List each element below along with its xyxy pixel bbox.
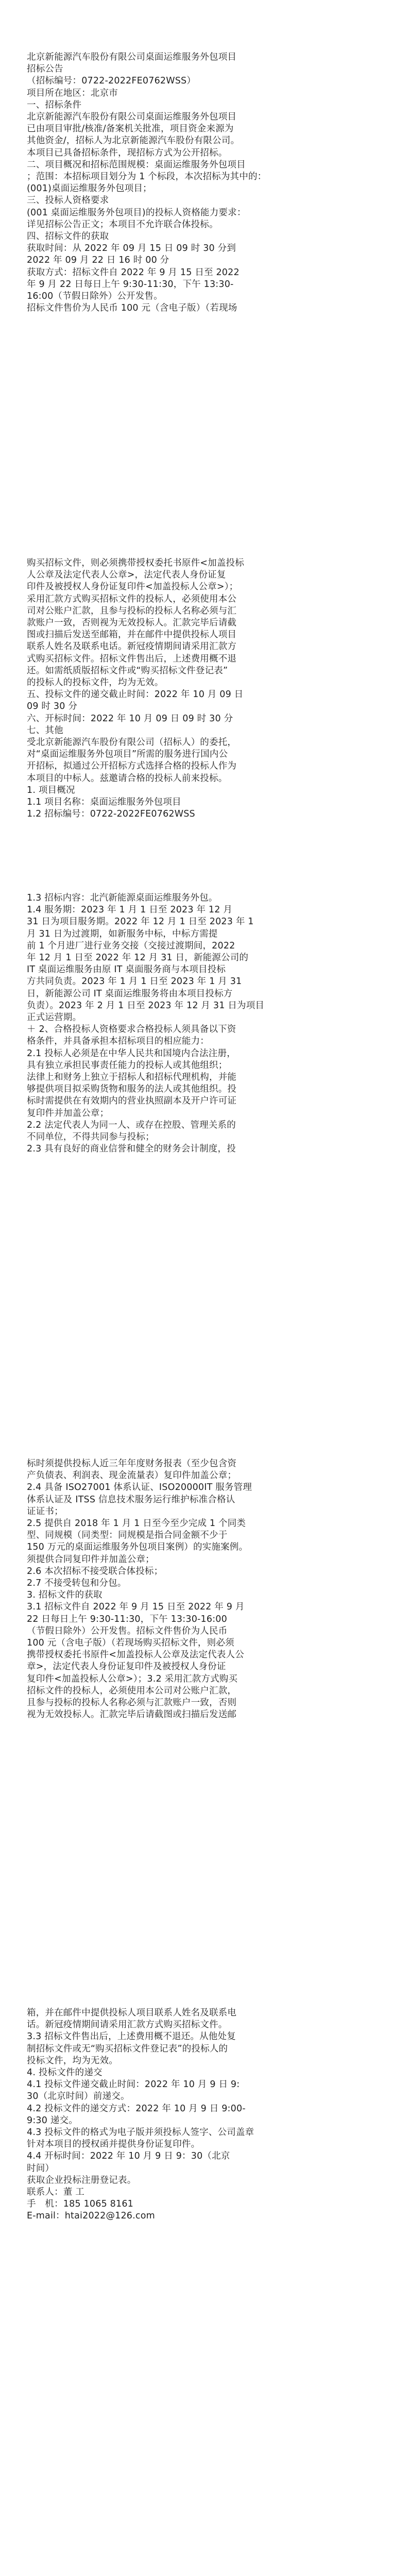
text-line: (001 桌面运维服务外包项目)的投标人资格能力要求： [27,207,246,218]
announcement-section-5 [27,2007,383,2223]
text-line: 标时需提供在有效期内的营业执照副本及开户许可证 [27,1096,237,1107]
text-line: 获取时间：从 2022 年 09 月 15 日 09 时 30 分到 [27,243,236,254]
announcement-section-3 [27,892,383,1155]
text-line: 31 日为项目服务期。2022 年 12 月 1 日至 2023 年 1 [27,917,254,927]
text-line: 北京新能源汽车股份有限公司桌面运维服务外包项目 [27,112,237,123]
text-line: 150 万元的桌面运维服务外包项目案例）的实施案例。 [27,1542,248,1553]
text-line: 话。新冠疫情期间请采用汇款方式购买招标文件。 [27,2020,228,2030]
text-line: 2.1 投标人必须是在中华人民共和国境内合法注册， [27,1048,236,1059]
text-line: 携带授权委托书原件<加盖投标人公章及法定代表人公 [27,1650,244,1660]
text-line: 30（北京时间）前递交。 [27,2091,130,2102]
text-line: 9:30 递交。 [27,2115,78,2126]
text-line: 箱，并在邮件中提供投标人项目联系人姓名及联系电 [27,2008,237,2018]
text-line: 还。如需纸质版招标文件或“购买招标文件登记表” [27,665,228,676]
text-line: 3. 招标文件的获取 [27,1590,103,1601]
text-line: 本项目的中标人。兹邀请合格的投标人前来投标。 [27,773,228,784]
text-line: 七、其他 [27,725,63,736]
text-line: E-mail：htai2022@126.com [27,2211,155,2222]
text-line: 时间） [27,2163,55,2174]
text-line: 产负债表、利润表、现金流量表）复印件加盖公章； [27,1470,237,1481]
text-line: 格条件，并具备承担本招标项目的相应能力： [27,1036,209,1047]
text-line: (001)桌面运维服务外包项目； [27,183,152,194]
text-line: 法律上和财务上独立于招标人和招标代理机构，并能 [27,1072,237,1083]
text-line: 制招标文件或无“购买招标文件登记表”的投标人的 [27,2043,228,2054]
text-line: 且参与投标的投标人名称必须与汇款账户一致，否则 [27,1698,237,1708]
text-line: 购买招标文件，则必须携带授权委托书原件<加盖投标 [27,558,244,568]
text-line: 对“桌面运维服务外包项目”所需的服务进行国内公 [27,749,228,760]
text-line: 100 元（含电子版）（若现场购买招标文件，则必须 [27,1638,234,1649]
text-line: 年 12 月 1 日至 2022 年 12 月 31 日，新能源公司的 [27,953,249,963]
text-line: 体系认证及 ITSS 信息技术服务运行维护标准合格认 [27,1494,235,1505]
text-line: 人公章及法定代表人公章>，法定代表人身份证复 [27,570,226,581]
text-line: 式购买招标文件。招标文件售出后，上述费用概不退 [27,653,237,664]
text-line: 联系人：董 工 [27,2187,84,2198]
text-line: 1.2 招标编号：0722-2022FE0762WSS [27,809,195,820]
text-line: 北京新能源汽车股份有限公司桌面运维服务外包项目 [27,52,237,62]
text-line: 投标文件，均为无效。 [27,2055,118,2066]
text-line: 方共同负责。2023 年 1 月 1 日至 2023 年 1 月 31 [27,976,242,987]
text-line: 三、投标人资格要求 [27,195,109,206]
text-line: 负责）。2023 年 2 月 1 日至 2023 年 12 月 31 日为项目 [27,1000,265,1011]
text-line: 年 9 月 22 日每日上午 9:30-11:30，下午 13:30- [27,279,234,290]
text-line: 采用汇款方式购买招标文件的投标人，必须使用本公 [27,594,237,604]
text-line: 本项目已具备招标条件，现招标方式为公开招标。 [27,147,228,158]
text-line: 3.3 招标文件售出后，上述费用概不退还。从他处复 [27,2031,236,2042]
text-line: 16:00（节假日除外）公开发售。 [27,291,163,302]
text-line: 不同单位，不得共同参与投标； [27,1132,155,1143]
text-line: 1.3 招标内容：北汽新能源桌面运维服务外包。 [27,893,218,903]
text-line: 正式运营期。 [27,1012,82,1023]
text-line: 图或扫描后发送至邮箱，并在邮件中提供投标人项目 [27,630,237,640]
text-line: 获取方式：招标文件自 2022 年 9 月 15 日至 2022 [27,267,240,278]
text-line: （招标编号：0722-2022FE0762WSS） [27,76,196,87]
text-line: 章>，法定代表人身份证复印件及被授权人身份证 [27,1662,226,1672]
text-line: 4.3 投标文件的格式为电子版并须投标人签字、公司盖章 [27,2127,254,2138]
text-line: 复印件<加盖投标人公章>）；3.2 采用汇款方式购买 [27,1673,238,1684]
text-line: 4.4 开标时间：2022 年 10 月 9 日 9：30（北京 [27,2151,230,2162]
text-line: 开招标，拟通过公开招标方式选择合格的投标人作为 [27,761,237,772]
text-line: 2.6 本次招标不接受联合体投标； [27,1566,163,1577]
text-line: 项目所在地区：北京市 [27,88,118,98]
announcement-section-1 [27,52,383,314]
text-line: 09 时 30 分 [27,701,78,712]
text-line: 4. 投标文件的递交 [27,2067,103,2078]
text-line: 详见招标公告正文；本项目不允许联合体投标。 [27,219,218,230]
text-line: IT 桌面运维服务由原 IT 桌面服务商与本项目投标 [27,964,226,975]
text-line: 4.1 投标文件递交截止时间：2022 年 10 月 9 日 9: [27,2079,240,2090]
text-line: 视为无效投标人。汇款完毕后请截图或扫描后发送邮 [27,1709,237,1720]
text-line: 其他资金/，招标人为北京新能源汽车股份有限公司。 [27,135,240,146]
text-line: 招标公告 [27,64,63,75]
text-line: 已由项目审批/核准/备案机关批准，项目资金来源为 [27,124,234,134]
text-line: 1. 项目概况 [27,785,75,795]
text-line: 月 31 日为过渡期，如新服务中标，中标方需提 [27,928,218,939]
text-line: 1.1 项目名称：桌面运维服务外包项目 [27,797,181,808]
text-line: 受北京新能源汽车股份有限公司（招标人）的委托， [27,737,237,748]
text-line: 证证书； [27,1506,63,1517]
text-line: 针对本项目的授权函并提供身份证复印件。 [27,2139,200,2150]
text-line: 2.5 提供自 2018 年 1 月 1 日至今至少完成 1 个同类 [27,1518,246,1529]
text-line: 1.4 服务期：2023 年 1 月 1 日至 2023 年 12 月 [27,905,233,916]
text-line: 招标文件售价为人民币 100 元（含电子版）（若现场 [27,303,237,314]
text-line: 获取企业投标注册登记表。 [27,2175,137,2185]
announcement-section-2 [27,557,383,820]
text-line: 3.1 招标文件自 2022 年 9 月 15 日至 2022 年 9 月 [27,1602,245,1613]
text-line: 手 机：185 1065 8161 [27,2199,133,2210]
text-line: ＋ 2、合格投标人资格要求合格投标人须具备以下资 [27,1024,236,1035]
text-line: 2022 年 09 月 22 日 16 时 00 分 [27,255,169,266]
text-line: 一、招标条件 [27,99,82,110]
text-line: 复印件并加盖公章； [27,1108,109,1118]
text-line: （节假日除外）公开发售。招标文件售价为人民币 [27,1625,228,1636]
text-line: 日，新能源公司 IT 桌面运维服务将由本项目投标方 [27,988,233,999]
text-line: 2.4 具备 ISO27001 体系认证、ISO20000IT 服务管理 [27,1482,252,1493]
text-line: 具有独立承担民事责任能力的投标人或其他组织； [27,1060,228,1071]
text-line: 够提供项目拟采购货物和服务的法人或其他组织。投 [27,1084,237,1095]
text-line: 二、项目概况和招标范围规模：桌面运维服务外包项目 [27,159,246,170]
text-line: 须提供合同复印件并加盖公章； [27,1554,155,1565]
text-line: 2.2 法定代表人为同一人、或存在控股、管理关系的 [27,1120,236,1130]
text-line: 印件及被授权人身份证复印件<加盖投标人公章>）； [27,582,238,592]
announcement-section-4 [27,1458,383,1721]
text-line: 款账户一致，否则视为无效投标人。汇款完毕后请截 [27,618,237,629]
text-line: ；范围：本招标项目划分为 1 个标段，本次招标为其中的： [27,172,267,182]
text-line: 4.2 投标文件的递交方式：2022 年 10 月 9 日 9:00- [27,2103,246,2114]
text-line: 2.3 具有良好的商业信誉和健全的财务会计制度，投 [27,1144,236,1155]
text-line: 2.7 不接受转包和分包。 [27,1578,127,1589]
text-line: 司对公账户汇款，且参与投标的投标人名称必须与汇 [27,605,237,616]
text-line: 的投标人的投标文件，均为无效。 [27,677,164,688]
text-line: 22 日每日上午 9:30-11:30，下午 13:30-16:00 [27,1614,227,1624]
text-line: 五、投标文件的递交截止时间：2022 年 10 月 09 日 [27,689,244,700]
text-line: 招标文件的投标人，必须使用本公司对公账户汇款， [27,1685,237,1696]
text-line: 标时须提供投标人近三年年度财务报表（至少包含资 [27,1459,237,1469]
text-line: 联系人姓名及联系电话。新冠疫情期间请采用汇款方 [27,641,237,652]
text-line: 六、开标时间：2022 年 10 月 09 日 09 时 30 分 [27,713,233,724]
text-line: 四、招标文件的获取 [27,231,109,242]
text-line: 前 1 个月进厂进行业务交接（交接过渡期间，2022 [27,940,235,951]
text-line: 型、同规模（同类型：同规模是指合同金额不少于 [27,1530,228,1541]
